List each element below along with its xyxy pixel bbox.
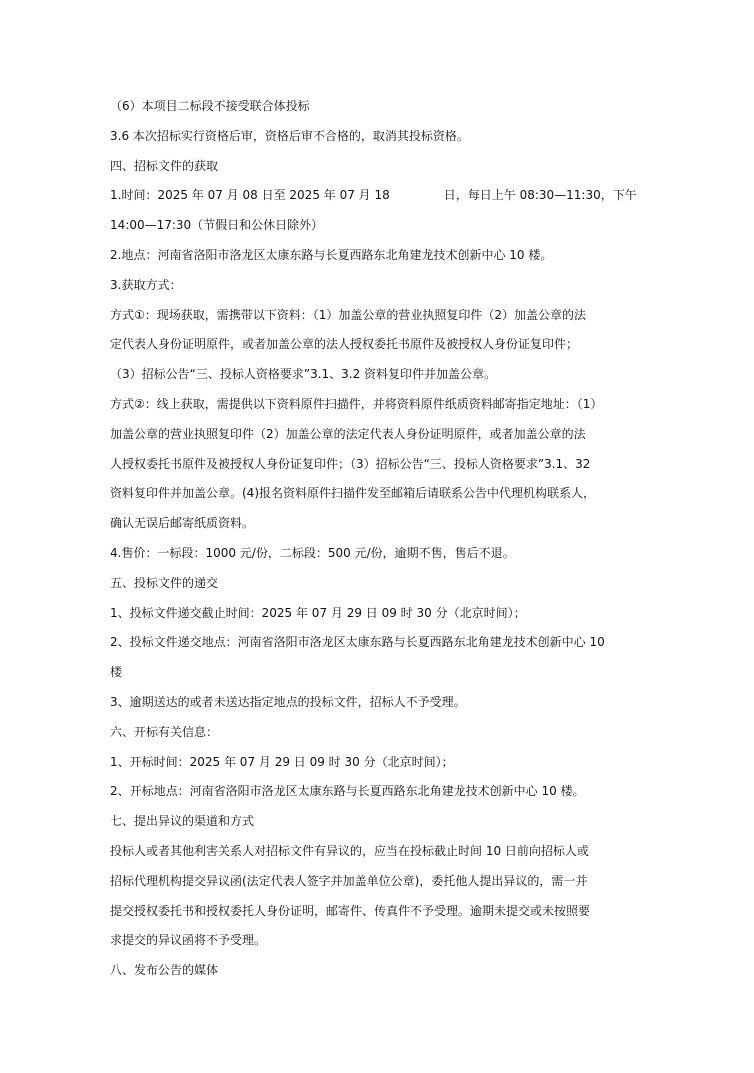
section-heading-8: 八、发布公告的媒体 [110,963,219,978]
text-line-time [110,181,658,211]
text-line-opening-location: 2、开标地点：河南省洛阳市洛龙区太康东路与长夏西路东北角建龙技术创新中心 10 楼。 [110,784,585,799]
text-line-method2-d: 资料复印件并加盖公章。(4)报名资料原件扫描件发至邮箱后请联系公告中代理机构联系人， [110,486,596,501]
text-line-objection-c: 提交授权委托书和授权委托人身份证明，邮寄件、传真件不予受理。逾期未提交或未按照要 [110,903,591,918]
time-end: 日，每日上午 08:30—11:30，下午 [443,188,637,203]
text-line-price: 4.售价：一标段：1000 元/份，二标段：500 元/份，逾期不售，售后不退。 [110,545,515,560]
text-line-method2-a: 方式②：线上获取，需提供以下资料原件扫描件，并将资料原件纸质资料邮寄指定地址：（1） [110,396,603,411]
text-line-method2-b: 加盖公章的营业执照复印件（2）加盖公章的法定代表人身份证明原件，或者加盖公章的法 [110,426,586,441]
document-body [110,92,658,986]
text-line-method2-e: 确认无误后邮寄纸质资料。 [110,516,255,531]
text-line-method2-c: 人授权委托书原件及被授权人身份证复印件；（3）招标公告“三、投标人资格要求”3.1、32 [110,456,591,471]
section-heading-6: 六、开标有关信息： [110,724,219,739]
text-line-opening-time: 1、开标时间：2025 年 07 月 29 日 09 时 30 分（北京时间）； [110,754,454,769]
text-line-method1-b: 定代表人身份证明原件，或者加盖公章的法人授权委托书原件及被授权人身份证复印件； [110,337,579,352]
text-line-3-6: 3.6 本次招标实行资格后审，资格后审不合格的，取消其投标资格。 [110,128,469,143]
text-line-submit-location-cont: 楼 [110,665,123,680]
text-line-method1-a: 方式①：现场获取，需携带以下资料：（1）加盖公章的营业执照复印件（2）加盖公章的法 [110,307,587,322]
section-heading-4: 四、招标文件的获取 [110,158,219,173]
text-line-objection-d: 求提交的异议函将不予受理。 [110,933,267,948]
text-line-method-title: 3.获取方式： [110,277,182,292]
text-line-method1-c: （3）招标公告“三、投标人资格要求”3.1、3.2 资料复印件并加盖公章。 [110,367,497,382]
text-line-objection-a: 投标人或者其他利害关系人对招标文件有异议的，应当在投标截止时间 10 日前向招标人或 [110,843,589,858]
text-line-item6: （6）本项目二标段不接受联合体投标 [110,99,310,113]
text-line-late-notice: 3、逾期送达的或者未送达指定地点的投标文件，招标人不予受理。 [110,694,466,709]
text-line-time-afternoon: 14:00—17:30（节假日和公休日除外） [110,218,324,233]
section-heading-7: 七、提出异议的渠道和方式 [110,814,255,829]
text-line-location: 2.地点：河南省洛阳市洛龙区太康东路与长夏西路东北角建龙技术创新中心 10 楼。 [110,247,553,262]
time-start: 1.时间：2025 年 07 月 08 日至 2025 年 07 月 18 [110,188,390,203]
text-line-objection-b: 招标代理机构提交异议函(法定代表人签字并加盖单位公章)，委托他人提出异议的，需一并 [110,873,588,888]
text-line-submit-location: 2、投标文件递交地点：河南省洛阳市洛龙区太康东路与长夏西路东北角建龙技术创新中心 10 [110,635,605,650]
section-heading-5: 五、投标文件的递交 [110,575,219,590]
text-line-deadline: 1、投标文件递交截止时间：2025 年 07 月 29 日 09 时 30 分（北京时间）； [110,605,526,620]
